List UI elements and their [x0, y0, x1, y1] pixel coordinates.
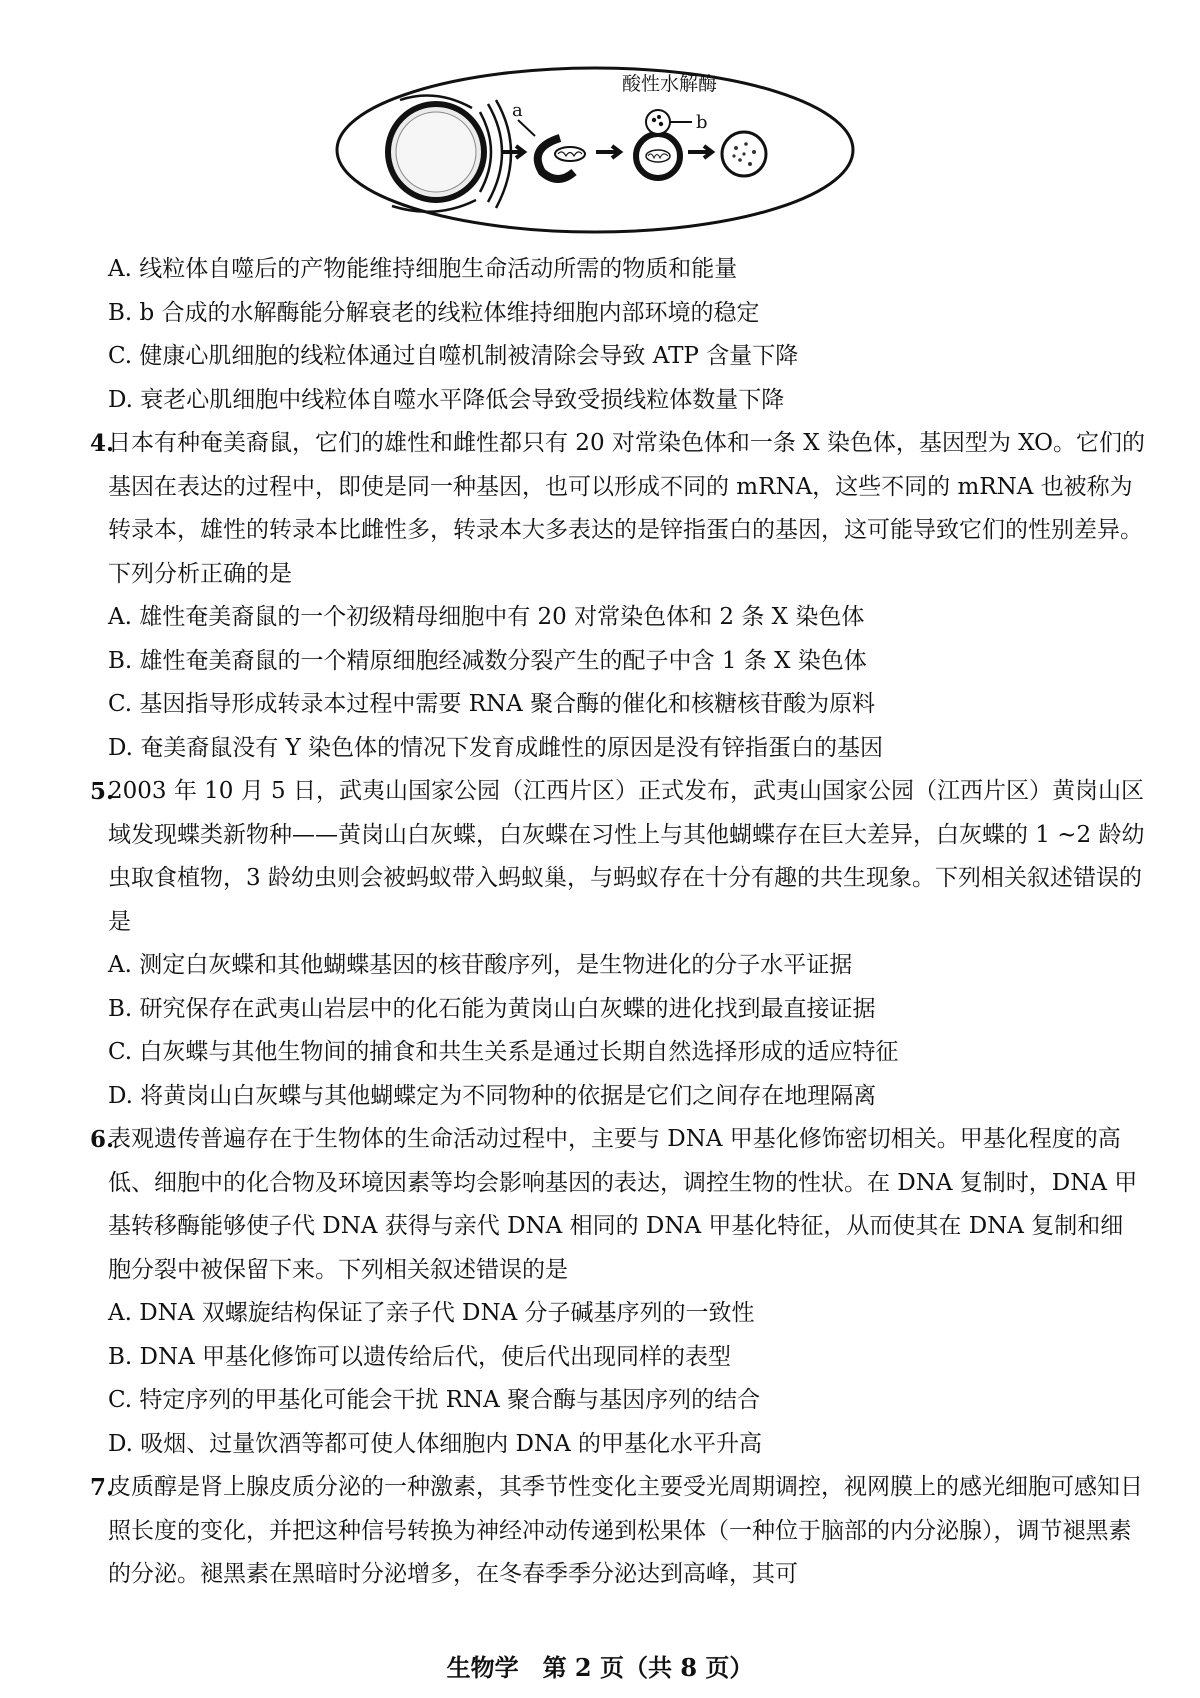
mitochondrion-icon: [555, 147, 585, 161]
question-content: [90, 248, 1146, 1597]
q4-option-c: C. 基因指导形成转录本过程中需要 RNA 聚合酶的催化和核糖核苷酸为原料: [108, 691, 876, 717]
q6-option-b: B. DNA 甲基化修饰可以遗传给后代，使后代出现同样的表型: [108, 1343, 732, 1370]
q5-option-a: A. 测定白灰蝶和其他蝴蝶基因的核苷酸序列，是生物进化的分子水平证据: [108, 952, 853, 978]
q6-option-c: C. 特定序列的甲基化可能会干扰 RNA 聚合酶与基因序列的结合: [108, 1387, 761, 1413]
q3-option-b: B. b 合成的水解酶能分解衰老的线粒体维持细胞内部环境的稳定: [108, 299, 760, 326]
arrow-icon: [596, 146, 620, 158]
question-stem: 日本有种奄美裔鼠，它们的雄性和雌性都只有 20 对常染色体和一条 X 染色体，基因型为 XO。它们的基因在表达的过程中，即使是同一种基因，也可以形成不同的 mRNA，这些不同的 mRNA 也被称为转录本，雄性的转录本比雌性多，转录本大多表达的是锌指蛋白的基因，这可能导致它们的性别差异。下列分析正确的是: [108, 430, 1146, 587]
question-6: [90, 1118, 1146, 1292]
question-5: [90, 770, 1146, 944]
enzyme-label: 酸性水解酶: [622, 73, 718, 95]
label-a: a: [512, 100, 523, 121]
q4-option-a: A. 雄性奄美裔鼠的一个初级精母细胞中有 20 对常染色体和 2 条 X 染色体: [108, 604, 865, 630]
q5-option-c: C. 白灰蝶与其他生物间的捕食和共生关系是通过长期自然选择形成的适应特征: [108, 1039, 899, 1065]
label-b: b: [696, 112, 708, 133]
arrow-icon: [688, 146, 712, 158]
question-4: [90, 422, 1146, 596]
q4-option-b: B. 雄性奄美裔鼠的一个精原细胞经减数分裂产生的配子中含 1 条 X 染色体: [108, 647, 867, 674]
question-stem: 2003 年 10 月 5 日，武夷山国家公园（江西片区）正式发布，武夷山国家公园（江西片区）黄岗山区域发现蝶类新物种——黄岗山白灰蝶，白灰蝶在习性上与其他蝴蝶存在巨大差异，白灰蝶的 1 ~2 龄幼虫取食植物，3 龄幼虫则会被蚂蚁带入蚂蚁巢，与蚂蚁存在十分有趣的共生现象。下列相关叙述错误的是: [108, 778, 1145, 935]
mitophagy-diagram: [330, 60, 860, 240]
lysosome-icon: [646, 110, 670, 134]
question-number: 6.: [90, 1126, 115, 1153]
question-7: [90, 1466, 1146, 1597]
q3-option-a: A. 线粒体自噬后的产物能维持细胞生命活动所需的物质和能量: [108, 256, 738, 282]
question-stem: 皮质醇是肾上腺皮质分泌的一种激素，其季节性变化主要受光周期调控，视网膜上的感光细胞可感知日照长度的变化，并把这种信号转换为神经冲动传递到松果体（一种位于脑部的内分泌腺），调节褪黑素的分泌。褪黑素在黑暗时分泌增多，在冬春季季分泌达到高峰，其可: [108, 1474, 1143, 1587]
page-footer: 生物学 第 2 页（共 8 页）: [446, 1653, 754, 1682]
question-number: 7.: [90, 1474, 115, 1501]
q5-option-d: D. 将黄岗山白灰蝶与其他蝴蝶定为不同物种的依据是它们之间存在地理隔离: [108, 1082, 877, 1109]
q3-options: [96, 248, 1146, 422]
q4-option-d: D. 奄美裔鼠没有 Y 染色体的情况下发育成雌性的原因是没有锌指蛋白的基因: [108, 734, 884, 761]
q3-option-c: C. 健康心肌细胞的线粒体通过自噬机制被清除会导致 ATP 含量下降: [108, 343, 799, 369]
arrow-icon: [502, 146, 524, 158]
question-number: 5.: [90, 778, 115, 805]
q3-option-d: D. 衰老心肌细胞中线粒体自噬水平降低会导致受损线粒体数量下降: [108, 386, 785, 413]
question-number: 4.: [90, 430, 115, 457]
q5-option-b: B. 研究保存在武夷山岩层中的化石能为黄岗山白灰蝶的进化找到最直接证据: [108, 995, 876, 1022]
q6-option-a: A. DNA 双螺旋结构保证了亲子代 DNA 分子碱基序列的一致性: [108, 1300, 755, 1326]
q6-option-d: D. 吸烟、过量饮酒等都可使人体细胞内 DNA 的甲基化水平升高: [108, 1430, 763, 1457]
question-stem: 表观遗传普遍存在于生物体的生命活动过程中，主要与 DNA 甲基化修饰密切相关。甲基化程度的高低、细胞中的化合物及环境因素等均会影响基因的表达，调控生物的性状。在 DNA 复制时，DNA 甲基转移酶能够使子代 DNA 获得与亲代 DNA 相同的 DNA 甲基化特征，从而使其在 DNA 复制和细胞分裂中被保留下来。下列相关叙述错误的是: [108, 1126, 1138, 1283]
